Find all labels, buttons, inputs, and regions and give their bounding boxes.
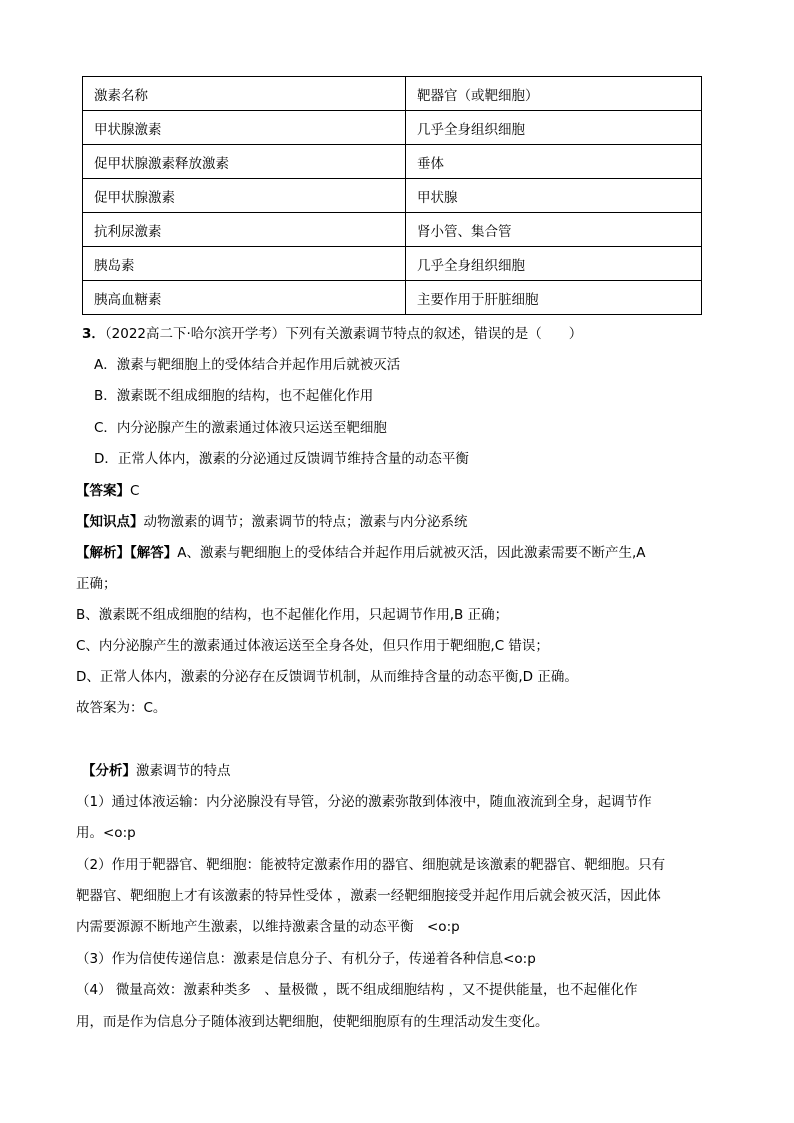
knowledge-line (76, 512, 468, 532)
table-cell: 甲状腺 (406, 179, 702, 213)
table-cell: 胰高血糖素 (83, 281, 406, 315)
question-number: 3． (82, 326, 105, 342)
explanation-a: A、激素与靶细胞上的受体结合并起作用后就被灭活，因此激素需要不断产生,A (177, 545, 646, 561)
analysis-point-4-cont: 用，而是作为信息分子随体液到达靶细胞，使靶细胞原有的生理活动发生变化。 (76, 1014, 549, 1030)
answer-line (76, 481, 139, 501)
question-source: （2022高二下·哈尔滨开学考） (104, 326, 286, 342)
table-cell: 甲状腺激素 (83, 111, 406, 145)
table-row (83, 281, 702, 315)
analysis-label: 【分析】 (82, 763, 136, 779)
explanation-label: 【解析】【解答】 (76, 545, 178, 561)
answer-label: 【答案】 (76, 483, 130, 499)
question-text: 下列有关激素调节特点的叙述，错误的是（ ） (285, 326, 583, 342)
table-row (83, 213, 702, 247)
table-cell: 几乎全身组织细胞 (406, 111, 702, 145)
explanation-c: C、内分泌腺产生的激素通过体液运送至全身各处，但只作用于靶细胞,C 错误； (76, 638, 549, 654)
table-cell: 促甲状腺激素释放激素 (83, 145, 406, 179)
analysis-point-4: （4） 微量高效：激素种类多 、量极微 ，既不组成细胞结构 ，又不提供能量，也不起催化作 (76, 982, 638, 998)
explanation-conclusion: 故答案为：C。 (76, 700, 167, 716)
table-row (83, 111, 702, 145)
table-header-cell: 激素名称 (83, 77, 406, 111)
analysis-point-2: （2）作用于靶器官、靶细胞：能被特定激素作用的器官、细胞就是该激素的靶器官、靶细胞。只有 (76, 857, 666, 873)
answer-value: C (130, 483, 140, 499)
analysis-point-3: （3）作为信使传递信息：激素是信息分子、有机分子，传递着各种信息<o:p (76, 951, 536, 967)
explanation-line (76, 543, 646, 563)
analysis-heading (82, 761, 231, 781)
option-a: A．激素与靶细胞上的受体结合并起作用后就被灭活 (94, 357, 401, 373)
knowledge-value: 动物激素的调节；激素调节的特点；激素与内分泌系统 (143, 514, 468, 530)
analysis-point-2-cont: 靶器官、靶细胞上才有该激素的特异性受体 ，激素一经靶细胞接受并起作用后就会被灭活，因此体 (76, 888, 661, 904)
table-cell: 胰岛素 (83, 247, 406, 281)
option-b: B．激素既不组成细胞的结构，也不起催化作用 (94, 388, 374, 404)
table-cell: 抗利尿激素 (83, 213, 406, 247)
explanation-a-cont: 正确； (76, 576, 117, 592)
option-c: C．内分泌腺产生的激素通过体液只运送至靶细胞 (94, 420, 387, 436)
table-row (83, 179, 702, 213)
analysis-point-1: （1）通过体液运输：内分泌腺没有导管，分泌的激素弥散到体液中，随血液流到全身，起调节作 (76, 794, 652, 810)
analysis-title: 激素调节的特点 (136, 763, 231, 779)
table-row (83, 247, 702, 281)
analysis-point-2-cont: 内需要源源不断地产生激素，以维持激素含量的动态平衡 <o:p (76, 919, 460, 935)
table-header-cell: 靶器官（或靶细胞） (406, 77, 702, 111)
table-cell: 肾小管、集合管 (406, 213, 702, 247)
analysis-point-1-cont: 用。<o:p (76, 825, 136, 841)
explanation-d: D、正常人体内，激素的分泌存在反馈调节机制，从而维持含量的动态平衡,D 正确。 (76, 669, 578, 685)
table-cell: 主要作用于肝脏细胞 (406, 281, 702, 315)
table-cell: 促甲状腺激素 (83, 179, 406, 213)
table-cell: 垂体 (406, 145, 702, 179)
option-d: D．正常人体内，激素的分泌通过反馈调节维持含量的动态平衡 (94, 451, 469, 467)
table-row (83, 145, 702, 179)
question-stem (82, 324, 582, 344)
table-cell: 几乎全身组织细胞 (406, 247, 702, 281)
knowledge-label: 【知识点】 (76, 514, 144, 530)
explanation-b: B、激素既不组成细胞的结构，也不起催化作用，只起调节作用,B 正确； (76, 607, 509, 623)
hormone-target-table (82, 76, 702, 315)
table-header-row (83, 77, 702, 111)
